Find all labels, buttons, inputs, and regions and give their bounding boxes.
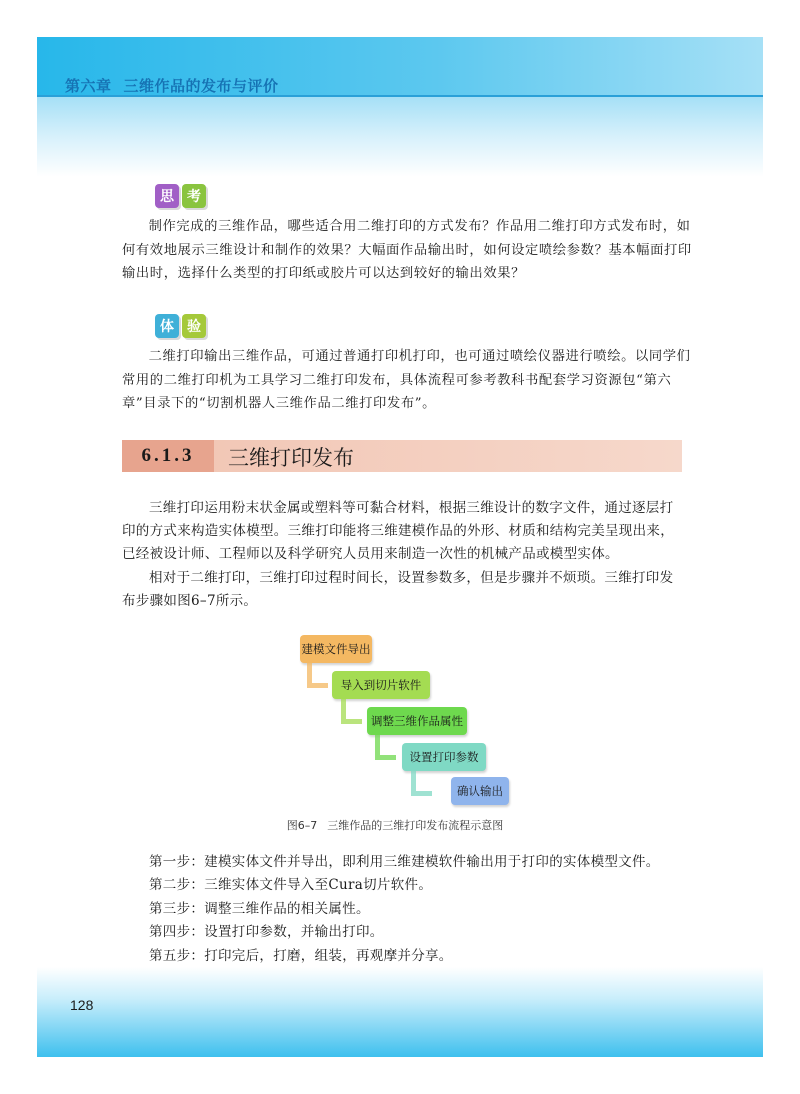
think-badge-char-1: 思 (155, 184, 179, 208)
experience-badge-char-2: 验 (182, 314, 206, 338)
flow-step-4: 设置打印参数 (402, 743, 486, 771)
section-heading (122, 440, 682, 472)
flow-connector-1 (307, 663, 328, 688)
think-badge-char-2: 考 (182, 184, 206, 208)
section-title: 三维打印发布 (228, 446, 354, 470)
think-text: 制作完成的三维作品，哪些适合用二维打印的方式发布？作品用二维打印方式发布时，如何有效地展示三维设计和制作的效果？大幅面作品输出时，如何设定喷绘参数？基本幅面打印输出时，选择什么类型的打印纸或胶片可以达到较好的输出效果？ (122, 219, 692, 281)
flow-connector-2 (341, 699, 362, 724)
flow-step-5: 确认输出 (451, 777, 509, 805)
body-paragraph-2: 相对于二维打印，三维打印过程时间长，设置参数多，但是步骤并不烦琐。三维打印发布步骤如图6–7所示。 (122, 570, 674, 609)
figure-number: 图6–7 (286, 819, 318, 832)
flow-step-2: 导入到切片软件 (332, 671, 430, 699)
flowchart (297, 627, 517, 807)
experience-badge-char-1: 体 (155, 314, 179, 338)
chapter-header (65, 75, 291, 96)
step-line: 第二步：三维实体文件导入至Cura切片软件。 (149, 877, 433, 894)
chapter-title: 三维作品的发布与评价 (123, 77, 279, 95)
experience-badge (155, 314, 206, 338)
step-line: 第五步：打印完后，打磨，组装，再观摩并分享。 (149, 947, 453, 964)
flow-connector-4 (411, 771, 432, 796)
figure-caption (37, 817, 763, 833)
flow-connector-3 (375, 735, 396, 760)
body-paragraph-1: 三维打印运用粉末状金属或塑料等可黏合材料，根据三维设计的数字文件，通过逐层打印的方式来构造实体模型。三维打印能将三维建模作品的外形、材质和结构完美呈现出来，已经被设计师、工程师以及科学研究人员用来制造一次性的机械产品或模型实体。 (122, 500, 674, 562)
step-line: 第一步：建模实体文件并导出，即利用三维建模软件输出用于打印的实体模型文件。 (149, 854, 660, 870)
flow-step-1: 建模文件导出 (300, 635, 372, 663)
think-badge (155, 184, 206, 208)
page (37, 37, 763, 1057)
chapter-number: 第六章 (65, 77, 112, 95)
step-line: 第三步：调整三维作品的相关属性。 (149, 900, 370, 917)
section-number: 6.1.3 (122, 440, 214, 472)
experience-text: 二维打印输出三维作品，可通过普通打印机打印，也可通过喷绘仪器进行喷绘。以同学们常用的二维打印机为工具学习二维打印发布，具体流程可参考教科书配套学习资源包“第六章”目录下的“切割机器人三维作品二维打印发布”。 (122, 349, 691, 411)
figure-caption-text: 三维作品的三维打印发布流程示意图 (327, 819, 504, 832)
steps-list (122, 851, 682, 968)
page-number: 128 (70, 997, 94, 1013)
footer-background (37, 967, 763, 1057)
step-line: 第四步：设置打印参数，并输出打印。 (149, 924, 384, 941)
flow-step-3: 调整三维作品属性 (367, 707, 467, 735)
